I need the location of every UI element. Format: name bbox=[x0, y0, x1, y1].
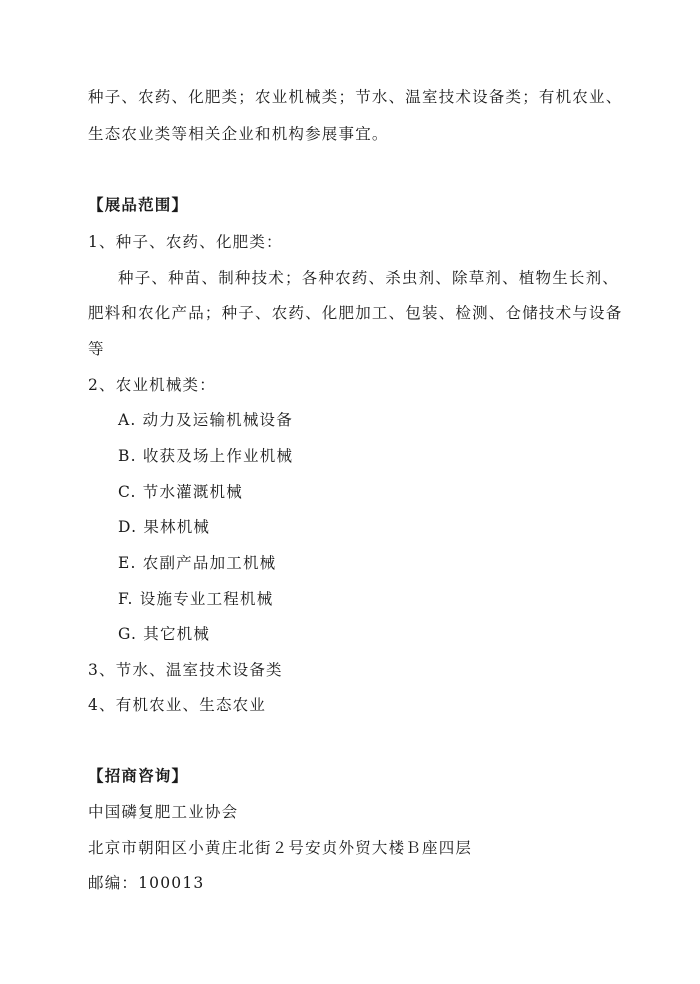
category-2-title: 2、农业机械类： bbox=[88, 376, 216, 394]
category-2-item-f: F. 设施专业工程机械 bbox=[118, 590, 274, 608]
category-1-desc-2: 肥料和农化产品；种子、农药、化肥加工、包装、检测、仓储技术与设备 bbox=[88, 304, 623, 322]
category-2-item-e: E. 农副产品加工机械 bbox=[118, 554, 277, 572]
contact-heading: 【招商咨询】 bbox=[88, 766, 189, 785]
category-2-item-b: B. 收获及场上作业机械 bbox=[118, 447, 294, 465]
category-4-title: 4、有机农业、生态农业 bbox=[88, 696, 267, 714]
category-2-item-c: C. 节水灌溉机械 bbox=[118, 483, 243, 501]
intro-line-2: 生态农业类等相关企业和机构参展事宜。 bbox=[88, 125, 389, 143]
category-2-item-d: D. 果林机械 bbox=[118, 518, 211, 536]
category-1-desc-1: 种子、种苗、制种技术；各种农药、杀虫剂、除草剂、植物生长剂、 bbox=[118, 269, 620, 287]
contact-postcode: 邮编：100013 bbox=[88, 874, 205, 892]
scope-heading: 【展品范围】 bbox=[88, 195, 189, 214]
category-2-item-a: A. 动力及运输机械设备 bbox=[118, 411, 293, 429]
contact-address: 北京市朝阳区小黄庄北街２号安贞外贸大楼Ｂ座四层 bbox=[88, 839, 473, 857]
category-1-title: 1、种子、农药、化肥类： bbox=[88, 233, 283, 251]
intro-line-1: 种子、农药、化肥类；农业机械类；节水、温室技术设备类；有机农业、 bbox=[88, 88, 623, 106]
category-2-item-g: G. 其它机械 bbox=[118, 625, 211, 643]
contact-organization: 中国磷复肥工业协会 bbox=[88, 803, 239, 821]
category-1-desc-3: 等 bbox=[88, 340, 105, 358]
category-3-title: 3、节水、温室技术设备类 bbox=[88, 661, 283, 679]
